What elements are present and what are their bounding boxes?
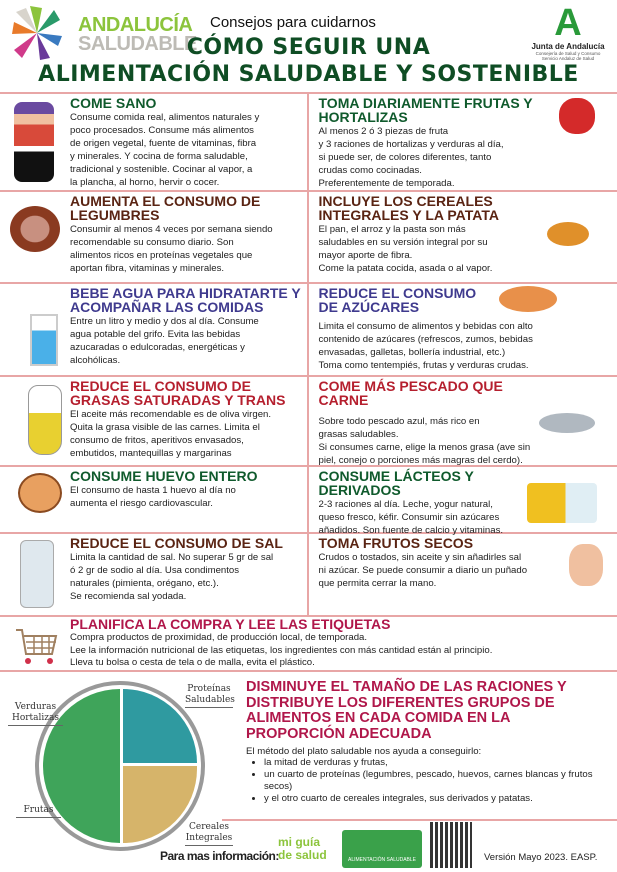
cooking-person-icon (14, 102, 54, 182)
advice-card (309, 284, 617, 375)
advice-title: REDUCE EL CONSUMO DE AZÚCARES (318, 285, 477, 315)
eggs-icon (18, 473, 62, 513)
plan-title: PLANIFICA LA COMPRA Y LEE LAS ETIQUETAS (70, 616, 391, 632)
advice-body: Entre un litro y medio y dos al día. Consume agua potable del grifo. Evita las bebidas azucaradas o edulcoradas, energéticas y alcohólicas. (70, 316, 259, 366)
page-title-line2: ALIMENTACIÓN SALUDABLE Y SOSTENIBLE (38, 62, 579, 87)
advice-row (0, 284, 617, 377)
advice-title: REDUCE EL CONSUMO DE GRASAS SATURADAS Y TRANS (70, 378, 286, 408)
bread-icon (547, 222, 589, 246)
advice-card (0, 377, 309, 465)
advice-row (0, 467, 617, 534)
apple-icon (559, 98, 595, 134)
junta-name: Junta de Andalucía (531, 42, 605, 51)
donuts-icon (499, 286, 557, 312)
junta-dept: Consejería de Salud y Consumo (535, 51, 601, 56)
advice-card (0, 192, 309, 282)
salt-shaker-icon (20, 540, 54, 608)
advice-card (309, 377, 617, 465)
junta-logo (528, 4, 608, 61)
advice-card (309, 534, 617, 615)
plate-label-vegetables: Verduras Hortalizas (8, 702, 63, 726)
advice-body: 2-3 raciones al día. Leche, yogur natural, queso fresco, kéfir. Consumir sin azúcares añadidos. Son fuente de calcio y vitaminas. (318, 499, 504, 536)
advice-title: CONSUME LÁCTEOS Y DERIVADOS (318, 468, 474, 498)
advice-body: Limita la cantidad de sal. No superar 5 gr de sal ó 2 gr de sodio al día. Usa condimentos naturales (pimienta, orégano, etc.). Se recomienda sal yodada. (70, 552, 274, 602)
portions-text (246, 680, 611, 805)
advice-grid (0, 92, 617, 617)
portions-bullet: • y el otro cuarto de cereales integrales, sus derivados y patatas. (264, 793, 611, 805)
advice-row (0, 377, 617, 467)
advice-row (0, 94, 617, 192)
advice-card (0, 467, 309, 532)
advice-body: Crudos o tostados, sin aceite y sin añadirles sal ni azúcar. Se puede consumir a diario un puñado que permita cerrar la mano. (318, 552, 528, 589)
version-label: Versión Mayo 2023. EASP. (484, 852, 598, 863)
plate-label-proteins: Proteínas Saludables (185, 684, 233, 708)
advice-title: TOMA DIARIAMENTE FRUTAS Y HORTALIZAS (318, 95, 533, 125)
advice-body: El consumo de hasta 1 huevo al día no aumenta el riesgo cardiovascular. (70, 485, 236, 509)
brand-line2: SALUDABLE (78, 33, 197, 55)
advice-card (309, 192, 617, 282)
advice-title: BEBE AGUA PARA HIDRATARTE Y ACOMPAÑAR LAS COMIDAS (70, 285, 301, 315)
more-info-label: Para mas información: (160, 849, 279, 863)
portions-bullet: • un cuarto de proteínas (legumbres, pescado, huevos, carnes blancas y frutos secos) (264, 769, 611, 793)
advice-body: Al menos 2 ó 3 piezas de fruta y 3 raciones de hortalizas y verduras al día, si puede ser, de colores diferentes, tanto crudas como cocinadas. Preferentemente de temporada. (318, 126, 504, 189)
portions-intro: El método del plato saludable nos ayuda a conseguirlo: (246, 746, 482, 757)
advice-body: Limita el consumo de alimentos y bebidas con alto contenido de azúcares (refrescos, zumos, bebidas envasadas, galletas, bollería industrial, etc.) Toma como tentempiés, frutas y verduras crudas. (318, 321, 533, 371)
advice-card (0, 284, 309, 375)
advice-row (0, 192, 617, 284)
advice-title: COME SANO (70, 95, 157, 111)
portions-bullet: • la mitad de verduras y frutas, (264, 757, 611, 769)
portions-section (0, 672, 617, 872)
advice-body: Consumir al menos 4 veces por semana siendo recomendable su consumo diario. Son alimentos ricos en proteínas vegetales que aportan fibra, vitaminas y minerales. (70, 224, 273, 274)
divider (222, 819, 617, 821)
fish-icon (539, 413, 595, 433)
junta-a-icon: A (554, 2, 582, 44)
advice-title: INCLUYE LOS CEREALES INTEGRALES Y LA PATATA (318, 193, 499, 223)
shopping-cart-icon (14, 626, 58, 666)
advice-body: El pan, el arroz y la pasta son más saludables en su versión integral por su mayor aporte de fibra. Come la patata cocida, asada o al vapor. (318, 224, 493, 274)
advice-title: COME MÁS PESCADO QUE CARNE (318, 378, 503, 408)
alimentacion-saludable-badge[interactable]: ALIMENTACIÓN SALUDABLE (342, 830, 422, 868)
water-glass-icon (30, 314, 58, 366)
plan-body: Compra productos de proximidad, de producción local, de temporada. Lee la información nutricional de las etiquetas, los ingredientes con más cantidad están al principio. Lleva tu bolsa o cesta de tela o de malla, evita el plástico. (70, 632, 493, 668)
advice-card (0, 94, 309, 190)
advice-title: CONSUME HUEVO ENTERO (70, 468, 258, 484)
cheese-milk-icon (527, 483, 597, 523)
qr-code-icon[interactable] (430, 822, 472, 868)
subtitle: Consejos para cuidarnos (210, 14, 376, 31)
brand-line1: ANDALUCÍA (78, 14, 193, 36)
beans-bowl-icon (10, 206, 60, 252)
nuts-hand-icon (569, 544, 603, 586)
olive-oil-icon (28, 385, 62, 455)
advice-card (309, 94, 617, 190)
advice-body: Consume comida real, alimentos naturales y poco procesados. Consume más alimentos de origen vegetal, fuente de vitaminas, fibra y minerales. Y cocina de forma saludable, tradicional y sostenible. Cocinar al vapor, a la plancha, al horno, hervir o cocer. (70, 112, 260, 188)
header (0, 0, 617, 92)
advice-row (0, 534, 617, 617)
advice-card (0, 534, 309, 615)
advice-title: TOMA FRUTOS SECOS (318, 535, 474, 551)
portions-title: DISMINUYE EL TAMAÑO DE LAS RACIONES Y DISTRIBUYE LOS DIFERENTES GRUPOS DE ALIMENTOS EN CADA COMIDA EN LA PROPORCIÓN ADECUADA (246, 679, 567, 742)
junta-service: Servicio Andaluz de Salud (541, 56, 595, 61)
plate-label-cereals: Cereales Integrales (185, 822, 233, 846)
advice-card (309, 467, 617, 536)
page-title-line1: CÓMO SEGUIR UNA (186, 35, 431, 60)
advice-title: REDUCE EL CONSUMO DE SAL (70, 535, 283, 551)
advice-body: El aceite más recomendable es de oliva virgen. Quita la grasa visible de las carnes. Limita el consumo de fritos, aperitivos envasados, embutidos, mantequillas y margarinas (70, 409, 272, 459)
advice-title: AUMENTA EL CONSUMO DE LEGUMBRES (70, 193, 261, 223)
plan-shopping-section (0, 614, 617, 672)
mi-guia-de-salud-logo[interactable]: mi guía de salud (278, 835, 327, 862)
advice-body: Sobre todo pescado azul, más rico en grasas saludables. Si consumes carne, elige la menos grasa (ave sin piel, conejo o porciones más magras del cerdo). (318, 416, 531, 466)
plate-label-fruits: Frutas (16, 805, 61, 818)
